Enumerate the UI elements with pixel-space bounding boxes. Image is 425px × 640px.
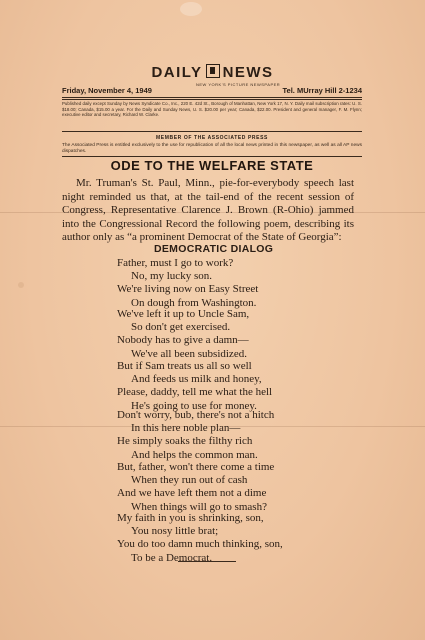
paper-spot: [18, 282, 24, 288]
poem-line: Nobody has to give a damn—: [117, 334, 249, 347]
divider: [62, 131, 362, 132]
poem-line: When they run out of cash: [131, 474, 248, 487]
poem-line: So don't get exercised.: [131, 321, 231, 334]
poem-line: Please, daddy, tell me what the hell: [117, 386, 273, 399]
poem-line: My faith in you is shrinking, son,: [117, 512, 264, 524]
issue-date: Friday, November 4, 1949: [62, 86, 152, 95]
poem-line: No, my lucky son.: [131, 270, 212, 283]
paper-tear: [180, 2, 202, 16]
masthead-title-left: DAILY: [151, 64, 203, 81]
divider: [62, 97, 362, 98]
publication-info: Published daily except Sunday by News Syndicate Co., Inc., 220 E. 42d St., Borough of Manhattan, New York 17, N. Y. Daily mail subscription rates: U. S. $18.00; Canada, $15.00 a year. For the Daily and Sunday News, U. S. $20.00 per year; Canada, $22.00. President and general manager, F. M. Flynn; executive editor and secretary, Richard W. Clarke.: [62, 101, 362, 118]
poem-line: We've left it up to Uncle Sam,: [117, 308, 250, 320]
poem-line: We're living now on Easy Street: [117, 283, 259, 296]
poem-line: But, father, won't there come a time: [117, 461, 275, 473]
poem-stanza-3: [117, 360, 272, 413]
poem-line: In this here noble plan—: [131, 422, 241, 435]
poem-stanza-4: [117, 409, 274, 462]
masthead-tagline: NEW YORK'S PICTURE NEWSPAPER: [196, 82, 281, 87]
poem-line: You nosy little brat;: [131, 525, 219, 538]
divider: [62, 99, 362, 100]
poem-line: Father, must I go to work?: [117, 257, 234, 269]
dateline: [62, 86, 362, 95]
poem-line: When things will go to smash?: [131, 500, 267, 513]
poem-line: We've all been subsidized.: [131, 347, 247, 360]
poem-stanza-6: [117, 512, 283, 565]
poem-line: And feeds us milk and honey,: [131, 373, 262, 386]
poem-line: And we have left them not a dime: [117, 487, 267, 500]
poem-line: And helps the common man.: [131, 448, 258, 461]
poem-title: DEMOCRATIC DIALOG: [154, 243, 274, 255]
poem-stanza-1: [117, 257, 258, 310]
masthead-title-right: NEWS: [222, 64, 274, 81]
article-intro: Mr. Truman's St. Paul, Minn., pie-for-everybody speech last night reminded us that, at the tail-end of the recent session of Congress, Representative Clarence J. Brown (R-Ohio) jammed into the Congressional Record the following poem, describing its author only as “a prominent Democrat of the State of Georgia”:: [62, 177, 354, 244]
end-rule: [178, 561, 236, 562]
poem-line: Don't worry, bub, there's not a hitch: [117, 409, 275, 421]
masthead-title: [0, 64, 425, 81]
poem-stanza-2: [117, 308, 249, 361]
poem-line: You do too damn much thinking, son,: [117, 538, 283, 551]
logo-emblem-icon: [206, 64, 220, 78]
ap-notice-text: The Associated Press is entitled exclusively to the use for republication of all the local news printed in this newspaper, as well as all AP news dispatches.: [62, 143, 362, 154]
ap-notice-heading: MEMBER OF THE ASSOCIATED PRESS: [156, 135, 268, 141]
poem-line: He simply soaks the filthy rich: [117, 435, 253, 448]
article-headline: ODE TO THE WELFARE STATE: [110, 158, 314, 173]
poem-stanza-5: [117, 461, 274, 514]
phone-number: Tel. MUrray Hill 2-1234: [282, 86, 362, 95]
poem-line: He's going to use for money.: [131, 399, 257, 412]
masthead: [0, 64, 425, 87]
divider: [62, 156, 362, 157]
poem-line: On dough from Washington.: [131, 296, 257, 309]
poem-line: But if Sam treats us all so well: [117, 360, 252, 372]
poem-line: To be a Democrat.: [131, 551, 213, 564]
